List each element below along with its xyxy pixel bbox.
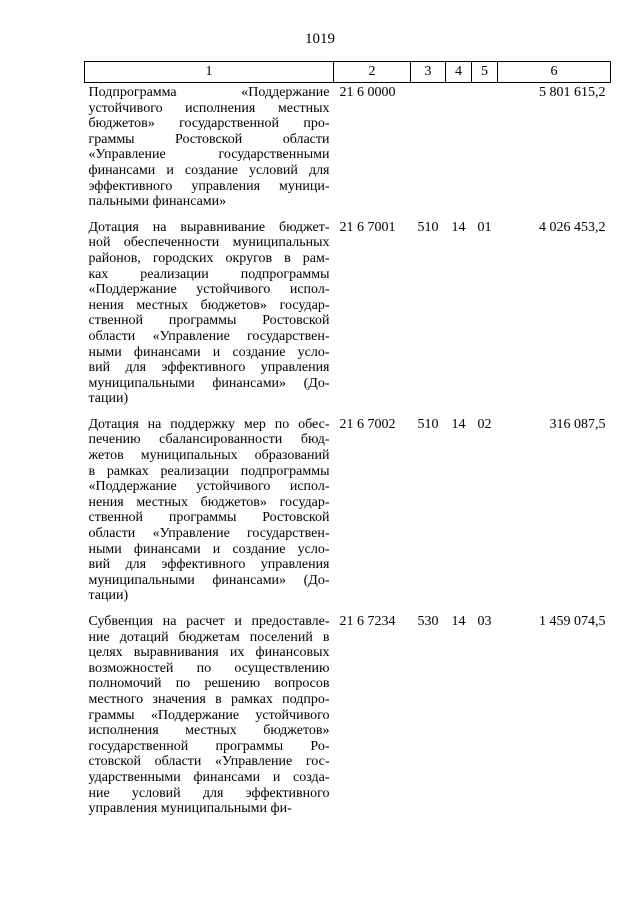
row-name-line: пальными финансами» bbox=[88, 194, 227, 210]
column-header-4: 4 bbox=[446, 62, 472, 83]
row-amount-cell: 316 087,5 bbox=[549, 416, 606, 432]
table-header-row bbox=[85, 62, 611, 83]
row-name-line: муниципальными финансами» (До- bbox=[88, 572, 330, 588]
column-header-2: 2 bbox=[334, 62, 411, 83]
row-name-line: тации) bbox=[88, 391, 129, 407]
row-name-line: финансами и создание условий для bbox=[88, 162, 330, 178]
row-col5-cell: 03 bbox=[477, 614, 492, 629]
row-col5-cell bbox=[472, 83, 498, 216]
row-col3-cell: 510 bbox=[417, 416, 439, 432]
row-name-line: возможностей по осуществлению bbox=[88, 660, 330, 676]
row-name-line: граммы Ростовской области bbox=[88, 131, 330, 147]
column-header-1: 1 bbox=[85, 62, 334, 83]
column-header-5: 5 bbox=[472, 62, 498, 83]
row-code-cell: 21 6 7002 bbox=[339, 416, 396, 432]
row-name-line: ние дотаций бюджетам поселений в bbox=[88, 629, 330, 645]
row-col3-cell: 530 bbox=[417, 614, 439, 629]
row-name-line: ственной программы Ростовской bbox=[88, 313, 330, 329]
row-col4-cell bbox=[446, 83, 472, 216]
row-name-line: ках реализации подпрограммы bbox=[88, 266, 330, 282]
row-name-line: районов, городских округов в рам- bbox=[88, 250, 330, 266]
table-row bbox=[85, 216, 611, 413]
row-name-line: Дотация на выравнивание бюджет- bbox=[88, 219, 330, 235]
row-name-line: Субвенция на расчет и предоставле- bbox=[88, 614, 330, 629]
row-col3-cell bbox=[411, 83, 446, 216]
column-header-6: 6 bbox=[498, 62, 611, 83]
row-name-cell bbox=[85, 83, 334, 216]
row-name-line: устойчивого исполнения местных bbox=[88, 100, 330, 116]
row-name-line: исполнения местных бюджетов» bbox=[88, 723, 330, 739]
row-name-line: полномочий по решению вопросов bbox=[88, 676, 330, 692]
row-amount-cell: 1 459 074,5 bbox=[539, 614, 606, 629]
row-name-line: области «Управление государствен- bbox=[88, 526, 330, 542]
row-name-line: «Управление государственными bbox=[88, 147, 330, 163]
row-name-line: «Поддержание устойчивого испол- bbox=[88, 479, 330, 495]
row-code-cell: 21 6 0000 bbox=[339, 85, 396, 100]
row-name-line: тации) bbox=[88, 588, 129, 604]
row-name-line: Подпрограмма «Поддержание bbox=[88, 85, 330, 100]
row-amount-cell: 5 801 615,2 bbox=[539, 85, 606, 100]
column-header-3: 3 bbox=[411, 62, 446, 83]
row-col5-cell: 01 bbox=[477, 219, 492, 235]
row-name-line: вий для эффективного управления bbox=[88, 557, 330, 573]
row-name-line: вий для эффективного управления bbox=[88, 360, 330, 376]
row-name-line: целях выравнивания их финансовых bbox=[88, 645, 330, 661]
row-name-line: стовской области «Управление гос- bbox=[88, 754, 330, 770]
row-col4-cell: 14 bbox=[451, 614, 466, 629]
row-name-line: в рамках реализации подпрограммы bbox=[88, 463, 330, 479]
row-col4-cell: 14 bbox=[451, 219, 466, 235]
row-name-line: граммы «Поддержание устойчивого bbox=[88, 707, 330, 723]
row-code-cell: 21 6 7234 bbox=[339, 614, 396, 629]
row-name-cell bbox=[85, 610, 334, 823]
row-name-line: ной обеспеченности муниципальных bbox=[88, 235, 330, 251]
table-row bbox=[85, 610, 611, 823]
row-name-line: нения местных бюджетов» государ- bbox=[88, 297, 330, 313]
row-name-line: Дотация на поддержку мер по обес- bbox=[88, 416, 330, 432]
row-code-cell: 21 6 7001 bbox=[339, 219, 396, 235]
row-name-line: «Поддержание устойчивого испол- bbox=[88, 282, 330, 298]
row-name-line: управления муниципальными фи- bbox=[88, 801, 292, 817]
row-col3-cell: 510 bbox=[417, 219, 439, 235]
table-row bbox=[85, 413, 611, 610]
row-name-line: области «Управление государствен- bbox=[88, 328, 330, 344]
row-name-line: эффективного управления муници- bbox=[88, 178, 330, 194]
row-name-line: печению сбалансированности бюд- bbox=[88, 432, 330, 448]
row-name-line: ударственными финансами и созда- bbox=[88, 769, 330, 785]
row-name-line: жетов муниципальных образований bbox=[88, 448, 330, 464]
budget-table bbox=[84, 61, 611, 823]
row-name-line: ственной программы Ростовской bbox=[88, 510, 330, 526]
row-name-cell bbox=[85, 413, 334, 610]
row-name-line: ние условий для эффективного bbox=[88, 785, 330, 801]
row-name-line: ными финансами и создание усло- bbox=[88, 541, 330, 557]
row-amount-cell: 4 026 453,2 bbox=[539, 219, 606, 235]
row-name-cell bbox=[85, 216, 334, 413]
row-name-line: бюджетов» государственной про- bbox=[88, 116, 330, 132]
page-number: 1019 bbox=[305, 31, 335, 47]
table-row bbox=[85, 83, 611, 216]
row-name-line: ными финансами и создание усло- bbox=[88, 344, 330, 360]
row-name-line: государственной программы Ро- bbox=[88, 738, 330, 754]
row-col5-cell: 02 bbox=[477, 416, 492, 432]
row-name-line: нения местных бюджетов» государ- bbox=[88, 494, 330, 510]
row-name-line: муниципальными финансами» (До- bbox=[88, 375, 330, 391]
row-name-line: местного значения в рамках подпро- bbox=[88, 691, 330, 707]
row-col4-cell: 14 bbox=[451, 416, 466, 432]
